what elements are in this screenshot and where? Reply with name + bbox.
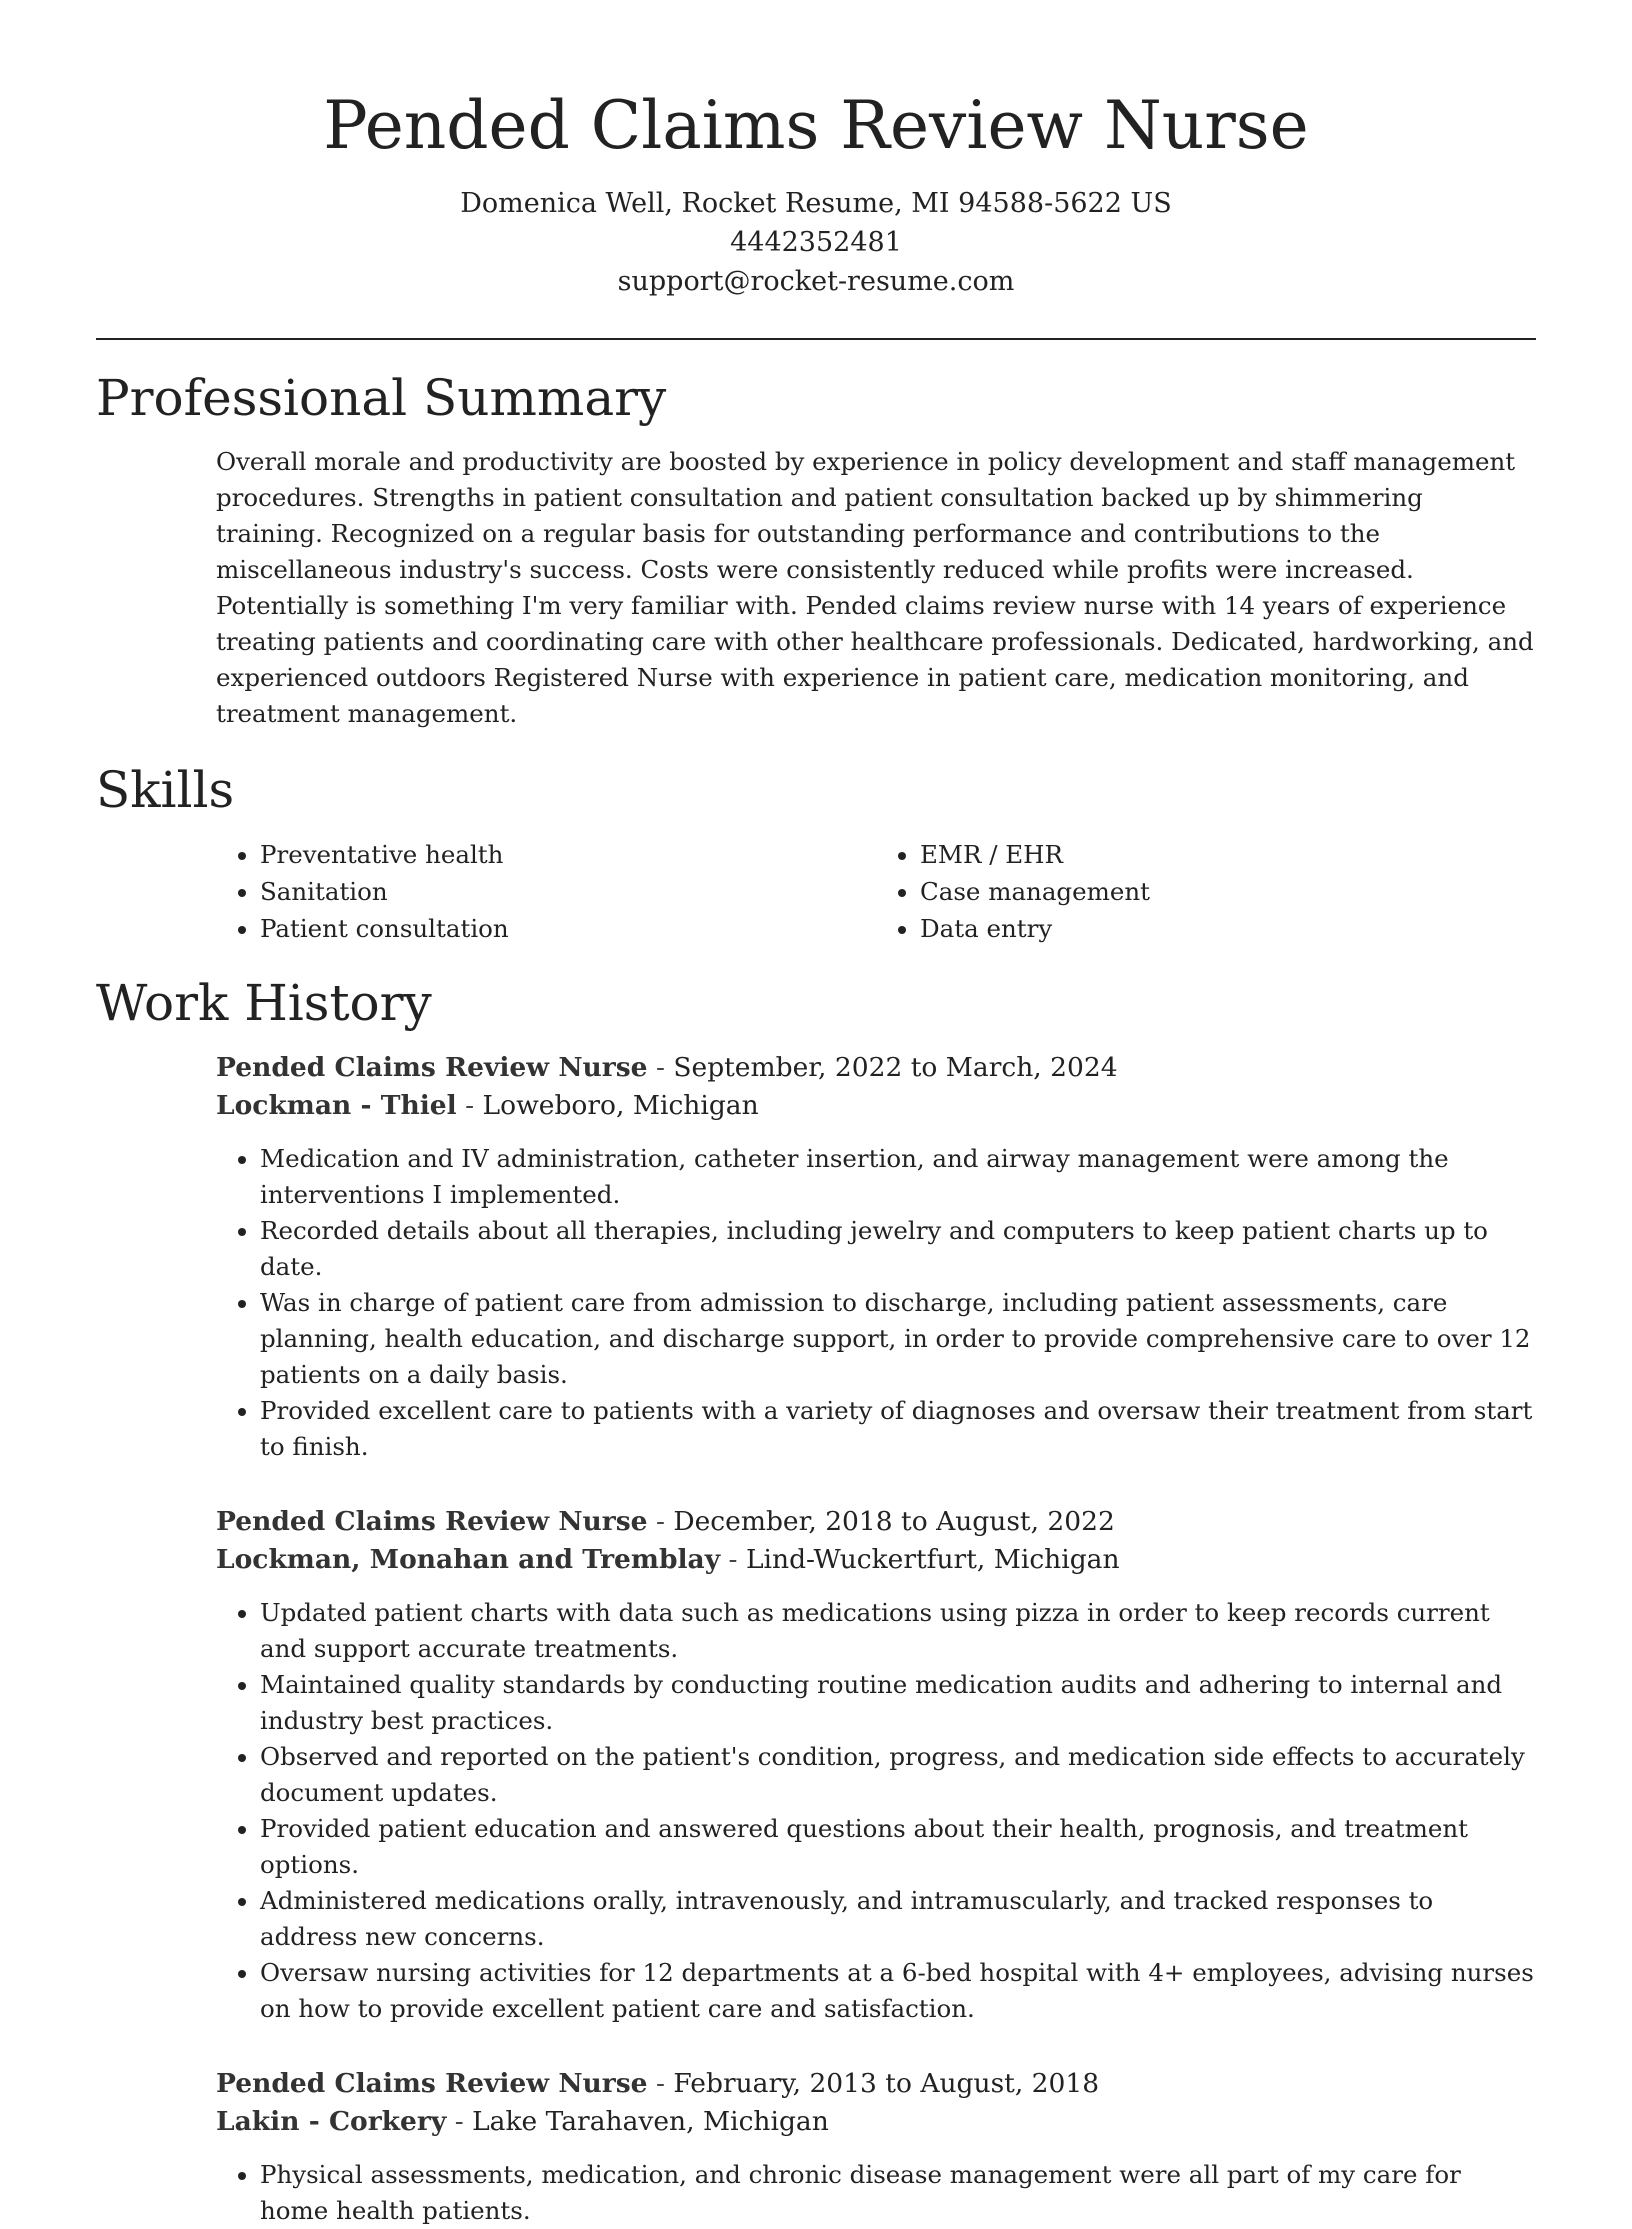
contact-address: Domenica Well, Rocket Resume, MI 94588-5622 US bbox=[460, 188, 1172, 219]
job-company-line bbox=[216, 2103, 1536, 2141]
job-separator: - bbox=[446, 2106, 473, 2137]
job-separator: - bbox=[647, 2068, 674, 2099]
skill-item: • Data entry bbox=[920, 910, 1536, 947]
job-separator: - bbox=[647, 1506, 674, 1537]
job-company: Lockman - Thiel bbox=[216, 1090, 457, 1121]
job-bullet: • Observed and reported on the patient's condition, progress, and medication side effects to accurately document updates. bbox=[260, 1739, 1536, 1811]
job-bullet: • Updated patient charts with data such as medications using pizza in order to keep records current and support accurate treatments. bbox=[260, 1595, 1536, 1667]
summary-heading: Professional Summary bbox=[96, 369, 667, 427]
job-dates: December, 2018 to August, 2022 bbox=[673, 1506, 1115, 1537]
job-location: Lind-Wuckertfurt, Michigan bbox=[745, 1544, 1120, 1575]
job-bullets bbox=[216, 1141, 1536, 1465]
job-bullet: • Administered medications orally, intravenously, and intramuscularly, and tracked responses to address new concerns. bbox=[260, 1883, 1536, 1955]
job-dates: September, 2022 to March, 2024 bbox=[673, 1052, 1118, 1083]
skill-item: • Case management bbox=[920, 873, 1536, 910]
job-company-line bbox=[216, 1087, 1536, 1125]
job-separator: - bbox=[720, 1544, 746, 1575]
job-separator: - bbox=[647, 1052, 674, 1083]
skill-item: • EMR / EHR bbox=[920, 836, 1536, 873]
summary-text: Overall morale and productivity are boosted by experience in policy development and staff management procedures. Strengths in patient consultation and patient consultation backed up by shimmering training. Recognized on a regular basis for outstanding performance and contributions to the miscellaneous industry's success. Costs were consistently reduced while profits were increased. Potentially is something I'm very familiar with. Pended claims review nurse with 14 years of experience treating patients and coordinating care with other healthcare professionals. Dedicated, hardworking, and experienced outdoors Registered Nurse with experience in patient care, medication monitoring, and treatment management. bbox=[216, 447, 1534, 728]
job-bullet: • Maintained quality standards by conducting routine medication audits and adhering to internal and industry best practices. bbox=[260, 1667, 1536, 1739]
job-title: Pended Claims Review Nurse bbox=[216, 2068, 648, 2099]
job-company: Lakin - Corkery bbox=[216, 2106, 447, 2137]
job-title-line bbox=[216, 1503, 1536, 1541]
skills-heading: Skills bbox=[96, 761, 235, 819]
job-bullet: • Recorded details about all therapies, including jewelry and computers to keep patient charts up to date. bbox=[260, 1213, 1536, 1285]
job-bullet: • Oversaw nursing activities for 12 departments at a 6-bed hospital with 4+ employees, advising nurses on how to provide excellent patient care and satisfaction. bbox=[260, 1955, 1536, 2027]
skills-list bbox=[216, 836, 1536, 947]
job-title-line bbox=[216, 1049, 1536, 1087]
job-title: Pended Claims Review Nurse bbox=[216, 1052, 648, 1083]
job-entry bbox=[216, 1049, 1536, 1465]
job-title: Pended Claims Review Nurse bbox=[216, 1506, 648, 1537]
job-company-line bbox=[216, 1541, 1536, 1579]
resume-header bbox=[0, 0, 1632, 301]
job-company: Lockman, Monahan and Tremblay bbox=[216, 1544, 721, 1575]
job-bullets bbox=[216, 2157, 1536, 2229]
contact-email: support@rocket-resume.com bbox=[617, 266, 1015, 297]
job-bullet: • Was in charge of patient care from admission to discharge, including patient assessments, care planning, health education, and discharge support, in order to provide comprehensive care to over 12 patients on a daily basis. bbox=[260, 1285, 1536, 1393]
resume-title: Pended Claims Review Nurse bbox=[323, 87, 1309, 164]
contact-block bbox=[0, 184, 1632, 301]
job-entry bbox=[216, 1503, 1536, 2027]
skills-column-right bbox=[876, 836, 1536, 947]
header-divider bbox=[96, 338, 1536, 340]
job-bullet: • Provided excellent care to patients with a variety of diagnoses and oversaw their treatment from start to finish. bbox=[260, 1393, 1536, 1465]
contact-phone: 4442352481 bbox=[730, 227, 902, 258]
skill-item: • Patient consultation bbox=[260, 910, 876, 947]
job-bullet: • Provided patient education and answered questions about their health, prognosis, and treatment options. bbox=[260, 1811, 1536, 1883]
job-bullet: • Physical assessments, medication, and chronic disease management were all part of my care for home health patients. bbox=[260, 2157, 1536, 2229]
job-bullet: • Medication and IV administration, catheter insertion, and airway management were among the interventions I implemented. bbox=[260, 1141, 1536, 1213]
job-location: Lake Tarahaven, Michigan bbox=[472, 2106, 829, 2137]
skills-column-left bbox=[216, 836, 876, 947]
job-title-line bbox=[216, 2065, 1536, 2103]
job-location: Loweboro, Michigan bbox=[482, 1090, 759, 1121]
job-bullets bbox=[216, 1595, 1536, 2027]
skill-item: • Sanitation bbox=[260, 873, 876, 910]
work-history-heading: Work History bbox=[96, 974, 432, 1032]
skill-item: • Preventative health bbox=[260, 836, 876, 873]
job-dates: February, 2013 to August, 2018 bbox=[673, 2068, 1100, 2099]
job-separator: - bbox=[456, 1090, 483, 1121]
job-entry bbox=[216, 2065, 1536, 2229]
